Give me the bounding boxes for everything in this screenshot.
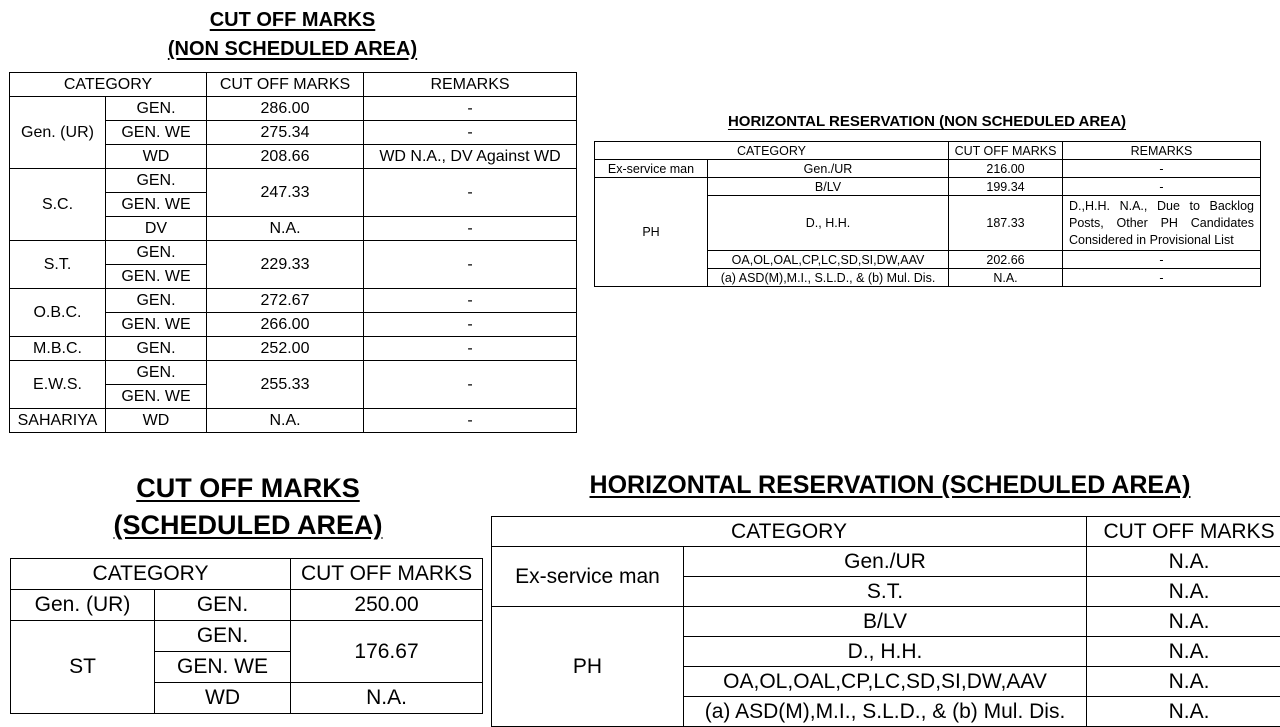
header-cutoff: CUT OFF MARKS (1087, 517, 1280, 547)
title-line-1: CUT OFF MARKS (100, 470, 396, 507)
remarks-cell: - (1063, 160, 1261, 178)
marks-cell: N.A. (207, 217, 364, 241)
title-line-2: (SCHEDULED AREA) (100, 507, 396, 544)
table-header-row (595, 142, 1261, 160)
subcategory-cell: B/LV (684, 607, 1087, 637)
subcategory-cell: GEN. (106, 337, 207, 361)
remarks-cell: - (1063, 269, 1261, 287)
category-cell: PH (595, 178, 708, 287)
category-cell: SAHARIYA (10, 409, 106, 433)
subcategory-cell: GEN. (155, 621, 291, 652)
table-row (10, 289, 577, 313)
non-scheduled-cutoff-table (9, 72, 577, 433)
marks-cell: 199.34 (949, 178, 1063, 196)
table-row (11, 590, 483, 621)
marks-cell: 202.66 (949, 251, 1063, 269)
subcategory-cell: GEN. (106, 361, 207, 385)
marks-cell: 216.00 (949, 160, 1063, 178)
header-category: CATEGORY (11, 559, 291, 590)
non-scheduled-cutoff-title (160, 6, 425, 64)
hr-scheduled-title: HORIZONTAL RESERVATION (SCHEDULED AREA) (560, 468, 1220, 502)
subcategory-cell: GEN. WE (106, 385, 207, 409)
remarks-cell: - (364, 289, 577, 313)
category-cell: Gen. (UR) (10, 97, 106, 169)
subcategory-cell: DV (106, 217, 207, 241)
table-row (10, 169, 577, 193)
category-cell: Gen. (UR) (11, 590, 155, 621)
marks-cell: 176.67 (291, 621, 483, 683)
marks-cell: 272.67 (207, 289, 364, 313)
category-cell: Ex-service man (492, 547, 684, 607)
scheduled-cutoff-title (100, 470, 396, 544)
table-row (595, 178, 1261, 196)
table-row (10, 337, 577, 361)
marks-cell: 275.34 (207, 121, 364, 145)
subcategory-cell: OA,OL,OAL,CP,LC,SD,SI,DW,AAV (684, 667, 1087, 697)
subcategory-cell: GEN. (106, 289, 207, 313)
header-remarks: REMARKS (364, 73, 577, 97)
marks-cell: 208.66 (207, 145, 364, 169)
title-line-2: (NON SCHEDULED AREA) (160, 35, 425, 64)
subcategory-cell: D., H.H. (708, 196, 949, 251)
subcategory-cell: WD (155, 683, 291, 714)
marks-cell: 255.33 (207, 361, 364, 409)
category-cell: Ex-service man (595, 160, 708, 178)
subcategory-cell: B/LV (708, 178, 949, 196)
subcategory-cell: GEN. WE (106, 313, 207, 337)
table-header-row (11, 559, 483, 590)
category-cell: O.B.C. (10, 289, 106, 337)
marks-cell: N.A. (207, 409, 364, 433)
marks-cell: N.A. (1087, 547, 1280, 577)
subcategory-cell: GEN. WE (106, 193, 207, 217)
header-cutoff: CUT OFF MARKS (207, 73, 364, 97)
marks-cell: 286.00 (207, 97, 364, 121)
remarks-cell: - (364, 409, 577, 433)
subcategory-cell: Gen./UR (708, 160, 949, 178)
category-cell: E.W.S. (10, 361, 106, 409)
marks-cell: 266.00 (207, 313, 364, 337)
marks-cell: N.A. (949, 269, 1063, 287)
remarks-cell: - (1063, 251, 1261, 269)
header-category: CATEGORY (10, 73, 207, 97)
hr-non-scheduled-title: HORIZONTAL RESERVATION (NON SCHEDULED AREA) (594, 112, 1260, 132)
subcategory-cell: GEN. WE (155, 652, 291, 683)
category-cell: ST (11, 621, 155, 714)
header-category: CATEGORY (595, 142, 949, 160)
marks-cell: 252.00 (207, 337, 364, 361)
marks-cell: N.A. (1087, 607, 1280, 637)
remarks-cell: - (364, 361, 577, 409)
table-row (595, 160, 1261, 178)
marks-cell: N.A. (291, 683, 483, 714)
marks-cell: 187.33 (949, 196, 1063, 251)
marks-cell: N.A. (1087, 637, 1280, 667)
table-row (10, 97, 577, 121)
header-remarks: REMARKS (1063, 142, 1261, 160)
remarks-cell: - (364, 241, 577, 289)
table-header-row (492, 517, 1280, 547)
subcategory-cell: Gen./UR (684, 547, 1087, 577)
marks-cell: N.A. (1087, 667, 1280, 697)
table-row (11, 621, 483, 652)
category-cell: S.C. (10, 169, 106, 241)
table-row (492, 607, 1280, 637)
remarks-cell: WD N.A., DV Against WD (364, 145, 577, 169)
subcategory-cell: GEN. (106, 241, 207, 265)
subcategory-cell: GEN. (106, 97, 207, 121)
subcategory-cell: OA,OL,OAL,CP,LC,SD,SI,DW,AAV (708, 251, 949, 269)
title-line-1: CUT OFF MARKS (160, 6, 425, 35)
remarks-cell: - (364, 337, 577, 361)
header-category: CATEGORY (492, 517, 1087, 547)
marks-cell: 247.33 (207, 169, 364, 217)
subcategory-cell: GEN. (106, 169, 207, 193)
table-row (10, 409, 577, 433)
hr-non-scheduled-table (594, 141, 1261, 287)
subcategory-cell: WD (106, 409, 207, 433)
subcategory-cell: (a) ASD(M),M.I., S.L.D., & (b) Mul. Dis. (708, 269, 949, 287)
remarks-cell: - (364, 169, 577, 217)
table-row (10, 241, 577, 265)
table-row (10, 361, 577, 385)
header-cutoff: CUT OFF MARKS (291, 559, 483, 590)
table-row (492, 547, 1280, 577)
category-cell: M.B.C. (10, 337, 106, 361)
remarks-cell: - (364, 217, 577, 241)
marks-cell: 229.33 (207, 241, 364, 289)
subcategory-cell: D., H.H. (684, 637, 1087, 667)
remarks-cell: - (1063, 178, 1261, 196)
subcategory-cell: GEN. (155, 590, 291, 621)
subcategory-cell: GEN. WE (106, 121, 207, 145)
header-cutoff: CUT OFF MARKS (949, 142, 1063, 160)
subcategory-cell: WD (106, 145, 207, 169)
remarks-cell: - (364, 121, 577, 145)
table-header-row (10, 73, 577, 97)
marks-cell: N.A. (1087, 577, 1280, 607)
hr-scheduled-table (491, 516, 1280, 727)
remarks-cell: - (364, 313, 577, 337)
subcategory-cell: S.T. (684, 577, 1087, 607)
subcategory-cell: GEN. WE (106, 265, 207, 289)
category-cell: PH (492, 607, 684, 727)
scheduled-cutoff-table (10, 558, 483, 714)
marks-cell: 250.00 (291, 590, 483, 621)
marks-cell: N.A. (1087, 697, 1280, 727)
remarks-cell: - (364, 97, 577, 121)
category-cell: S.T. (10, 241, 106, 289)
remarks-cell: D.,H.H. N.A., Due to Backlog Posts, Other PH Candidates Considered in Provisional List (1063, 196, 1261, 251)
subcategory-cell: (a) ASD(M),M.I., S.L.D., & (b) Mul. Dis. (684, 697, 1087, 727)
